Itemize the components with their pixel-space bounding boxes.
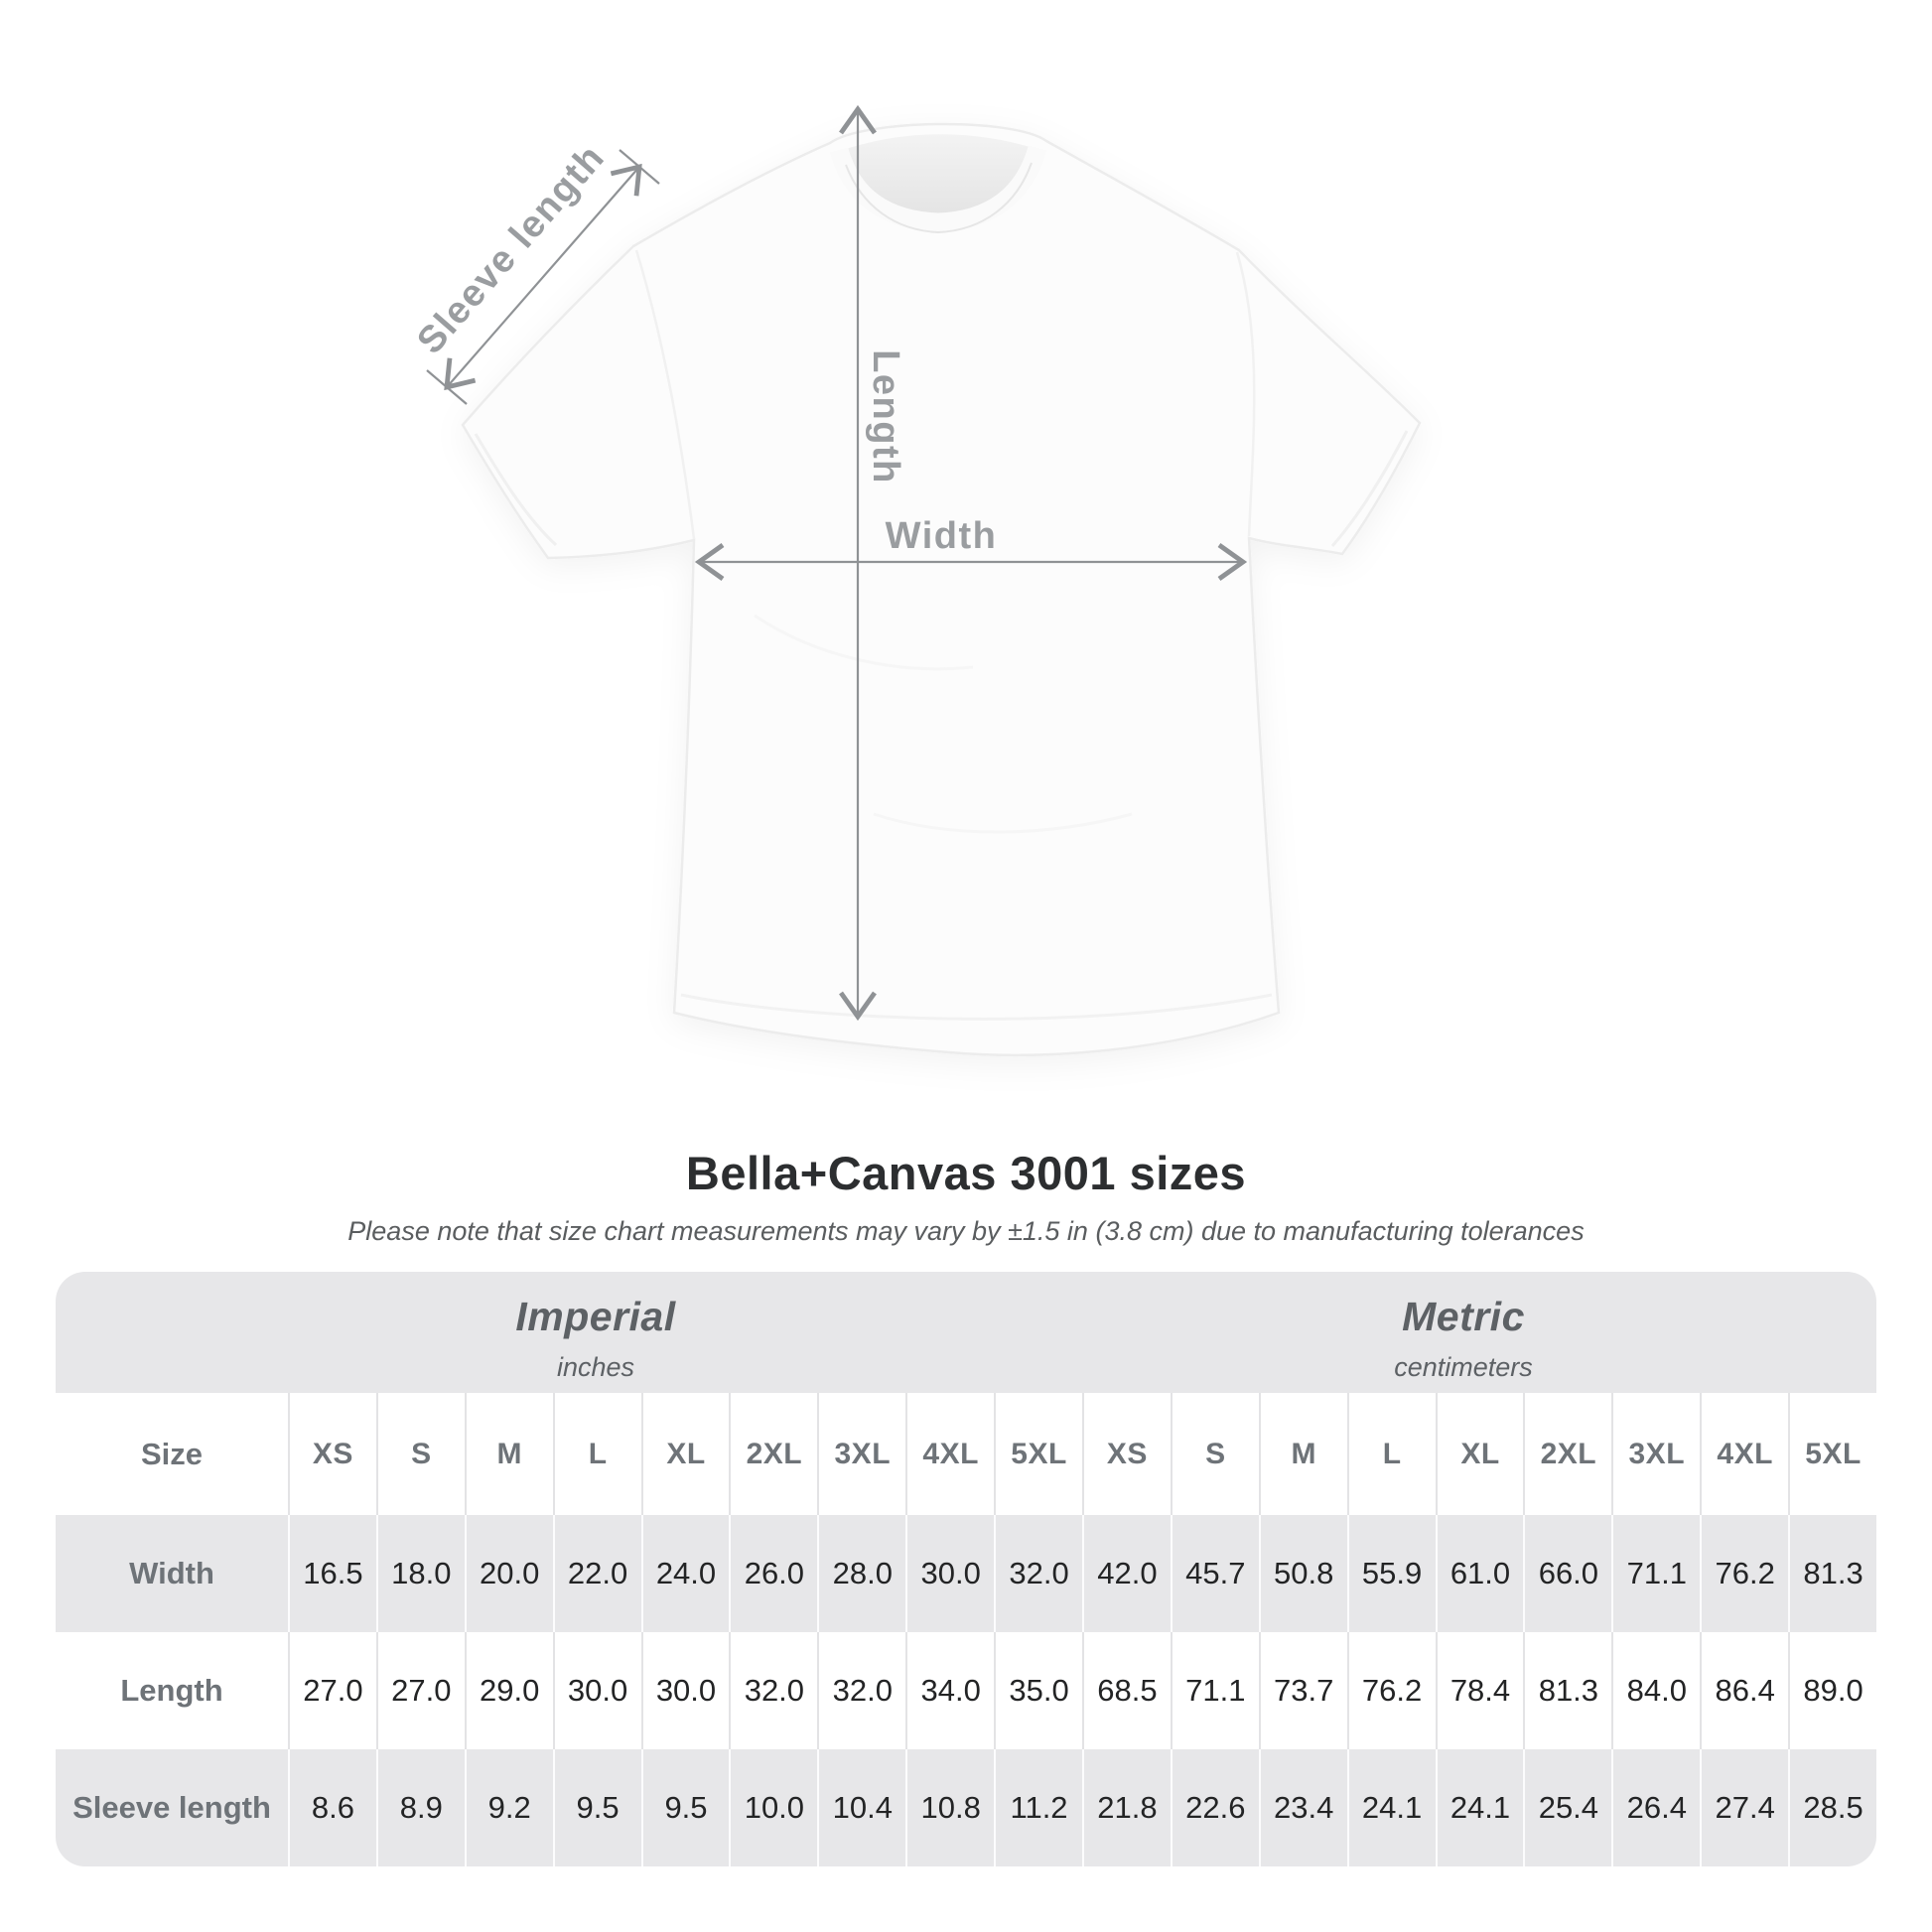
table-cell: 21.8	[1082, 1749, 1171, 1866]
unit-header-band	[56, 1272, 1876, 1393]
row-label: Width	[129, 1556, 214, 1590]
table-cell: 18.0	[376, 1515, 465, 1632]
table-row-sleeve-length	[56, 1749, 1876, 1866]
table-cell: 71.1	[1171, 1632, 1259, 1749]
sleeve-arrow-start-cap	[427, 370, 467, 404]
table-cell: 24.0	[641, 1515, 730, 1632]
table-cell: 45.7	[1171, 1515, 1259, 1632]
table-cell: 78.4	[1436, 1632, 1524, 1749]
table-cell: 22.0	[553, 1515, 641, 1632]
table-cell: 28.0	[817, 1515, 905, 1632]
table-cell: 42.0	[1082, 1515, 1171, 1632]
width-label: Width	[885, 515, 998, 557]
table-cell: 27.4	[1700, 1749, 1788, 1866]
table-row-length	[56, 1632, 1876, 1749]
size-col-header: L	[1347, 1393, 1436, 1515]
size-col-header: 4XL	[905, 1393, 994, 1515]
size-col-header: XS	[1082, 1393, 1171, 1515]
imperial-sublabel: inches	[556, 1352, 635, 1382]
table-cell: 68.5	[1082, 1632, 1171, 1749]
row-label: Sleeve length	[72, 1790, 271, 1825]
table-cell: 10.0	[729, 1749, 817, 1866]
size-col-header: 2XL	[729, 1393, 817, 1515]
size-header-row	[56, 1393, 1876, 1515]
size-col-header: M	[1259, 1393, 1347, 1515]
table-cell: 76.2	[1700, 1515, 1788, 1632]
table-cell: 66.0	[1523, 1515, 1611, 1632]
table-cell: 9.5	[553, 1749, 641, 1866]
table-cell: 32.0	[994, 1515, 1082, 1632]
size-col-header: 3XL	[1611, 1393, 1700, 1515]
tshirt-illustration	[463, 124, 1420, 1055]
size-col-header: L	[553, 1393, 641, 1515]
size-header: Size	[140, 1436, 204, 1471]
table-cell: 9.2	[465, 1749, 553, 1866]
table-cell: 16.5	[288, 1515, 376, 1632]
metric-unit-group	[1394, 1294, 1533, 1383]
size-col-header: M	[465, 1393, 553, 1515]
row-label: Length	[120, 1673, 223, 1708]
table-cell: 24.1	[1436, 1749, 1524, 1866]
table-cell: 27.0	[376, 1632, 465, 1749]
table-cell: 29.0	[465, 1632, 553, 1749]
table-cell: 9.5	[641, 1749, 730, 1866]
table-cell: 32.0	[817, 1632, 905, 1749]
table-cell: 8.6	[288, 1749, 376, 1866]
table-cell: 81.3	[1788, 1515, 1876, 1632]
table-cell: 27.0	[288, 1632, 376, 1749]
sleeve-arrow-end-cap	[620, 150, 659, 184]
table-cell: 50.8	[1259, 1515, 1347, 1632]
size-table-card	[56, 1272, 1876, 1866]
table-cell: 61.0	[1436, 1515, 1524, 1632]
table-cell: 34.0	[905, 1632, 994, 1749]
table-cell: 23.4	[1259, 1749, 1347, 1866]
table-cell: 10.4	[817, 1749, 905, 1866]
size-col-header: XL	[1436, 1393, 1524, 1515]
table-cell: 30.0	[905, 1515, 994, 1632]
table-cell: 32.0	[729, 1632, 817, 1749]
metric-sublabel: centimeters	[1394, 1352, 1533, 1382]
table-cell: 30.0	[553, 1632, 641, 1749]
size-col-header: 4XL	[1700, 1393, 1788, 1515]
size-col-header: S	[1171, 1393, 1259, 1515]
size-col-header: 3XL	[817, 1393, 905, 1515]
table-cell: 30.0	[641, 1632, 730, 1749]
tshirt-body	[463, 124, 1420, 1055]
table-cell: 55.9	[1347, 1515, 1436, 1632]
table-cell: 35.0	[994, 1632, 1082, 1749]
table-cell: 71.1	[1611, 1515, 1700, 1632]
table-cell: 22.6	[1171, 1749, 1259, 1866]
table-cell: 24.1	[1347, 1749, 1436, 1866]
size-col-header: S	[376, 1393, 465, 1515]
size-col-header: XS	[288, 1393, 376, 1515]
table-cell: 20.0	[465, 1515, 553, 1632]
length-label: Length	[865, 349, 906, 484]
table-cell: 25.4	[1523, 1749, 1611, 1866]
imperial-unit-group	[515, 1294, 675, 1383]
table-cell: 86.4	[1700, 1632, 1788, 1749]
size-col-header: 5XL	[994, 1393, 1082, 1515]
table-row-width	[56, 1515, 1876, 1632]
tolerance-note: Please note that size chart measurements may vary by ±1.5 in (3.8 cm) due to manufacturing tolerances	[347, 1216, 1585, 1246]
imperial-label: Imperial	[515, 1294, 676, 1339]
table-cell: 26.4	[1611, 1749, 1700, 1866]
metric-label: Metric	[1402, 1294, 1525, 1339]
size-col-header: XL	[641, 1393, 730, 1515]
table-cell: 81.3	[1523, 1632, 1611, 1749]
table-cell: 84.0	[1611, 1632, 1700, 1749]
table-cell: 26.0	[729, 1515, 817, 1632]
table-cell: 28.5	[1788, 1749, 1876, 1866]
size-col-header: 5XL	[1788, 1393, 1876, 1515]
table-cell: 10.8	[905, 1749, 994, 1866]
table-cell: 89.0	[1788, 1632, 1876, 1749]
size-col-header: 2XL	[1523, 1393, 1611, 1515]
page-title: Bella+Canvas 3001 sizes	[685, 1147, 1247, 1199]
table-cell: 11.2	[994, 1749, 1082, 1866]
table-cell: 76.2	[1347, 1632, 1436, 1749]
table-cell: 73.7	[1259, 1632, 1347, 1749]
table-cell: 8.9	[376, 1749, 465, 1866]
sleeve-length-label: Sleeve length	[409, 136, 614, 362]
